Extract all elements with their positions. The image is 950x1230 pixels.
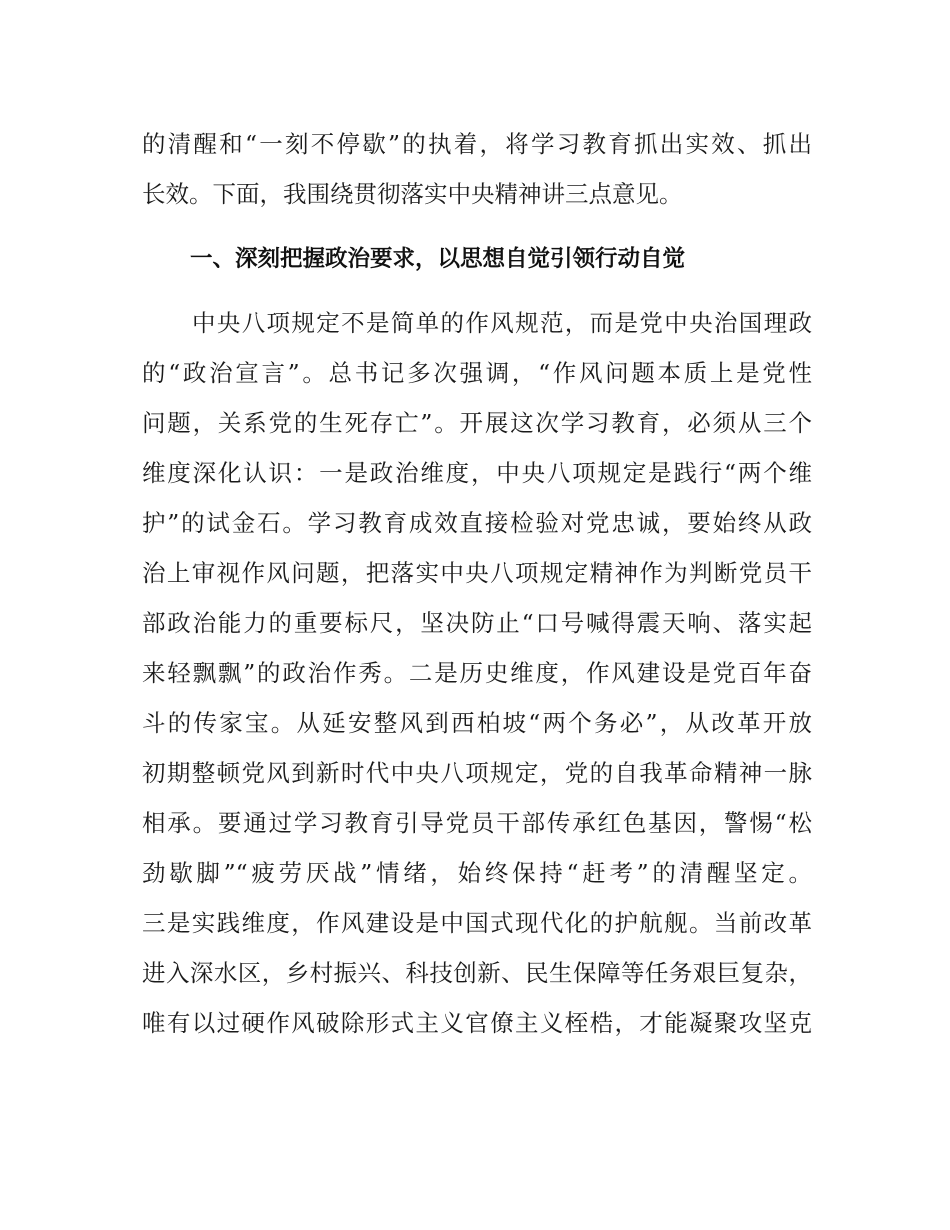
body-line-12: 劲歇脚”“疲劳厌战”情绪，始终保持“赶考”的清醒坚定。 [142, 859, 812, 887]
body-line-15: 唯有以过硬作风破除形式主义官僚主义桎梏，才能凝聚攻坚克 [142, 1009, 812, 1037]
body-line-8: 来轻飘飘”的政治作秀。二是历史维度，作风建设是党百年奋 [142, 659, 812, 687]
body-line-4: 维度深化认识：一是政治维度，中央八项规定是践行“两个维 [142, 459, 812, 487]
body-line-9: 斗的传家宝。从延安整风到西柏坡“两个务必”，从改革开放 [142, 709, 812, 737]
body-line-10: 初期整顿党风到新时代中央八项规定，党的自我革命精神一脉 [142, 759, 812, 787]
body-line-7: 部政治能力的重要标尺，坚决防止“口号喊得震天响、落实起 [142, 609, 812, 637]
body-line-6: 治上审视作风问题，把落实中央八项规定精神作为判断党员干 [142, 559, 812, 587]
body-line-5: 护”的试金石。学习教育成效直接检验对党忠诚，要始终从政 [142, 509, 812, 537]
body-line-13: 三是实践维度，作风建设是中国式现代化的护航舰。当前改革 [142, 909, 812, 937]
body-line-14: 进入深水区，乡村振兴、科技创新、民生保障等任务艰巨复杂， [142, 959, 812, 987]
body-line-11: 相承。要通过学习教育引导党员干部传承红色基因，警惕“松 [142, 809, 812, 837]
intro-line-2: 长效。下面，我围绕贯彻落实中央精神讲三点意见。 [142, 180, 683, 208]
body-line-2: 的“政治宣言”。总书记多次强调，“作风问题本质上是党性 [142, 359, 812, 387]
section-heading: 一、深刻把握政治要求，以思想自觉引领行动自觉 [190, 246, 686, 272]
body-line-3: 问题，关系党的生死存亡”。开展这次学习教育，必须从三个 [142, 409, 812, 437]
intro-line-1: 的清醒和“一刻不停歇”的执着，将学习教育抓出实效、抓出 [142, 130, 812, 158]
body-line-1: 中央八项规定不是简单的作风规范，而是党中央治国理政 [192, 309, 812, 337]
